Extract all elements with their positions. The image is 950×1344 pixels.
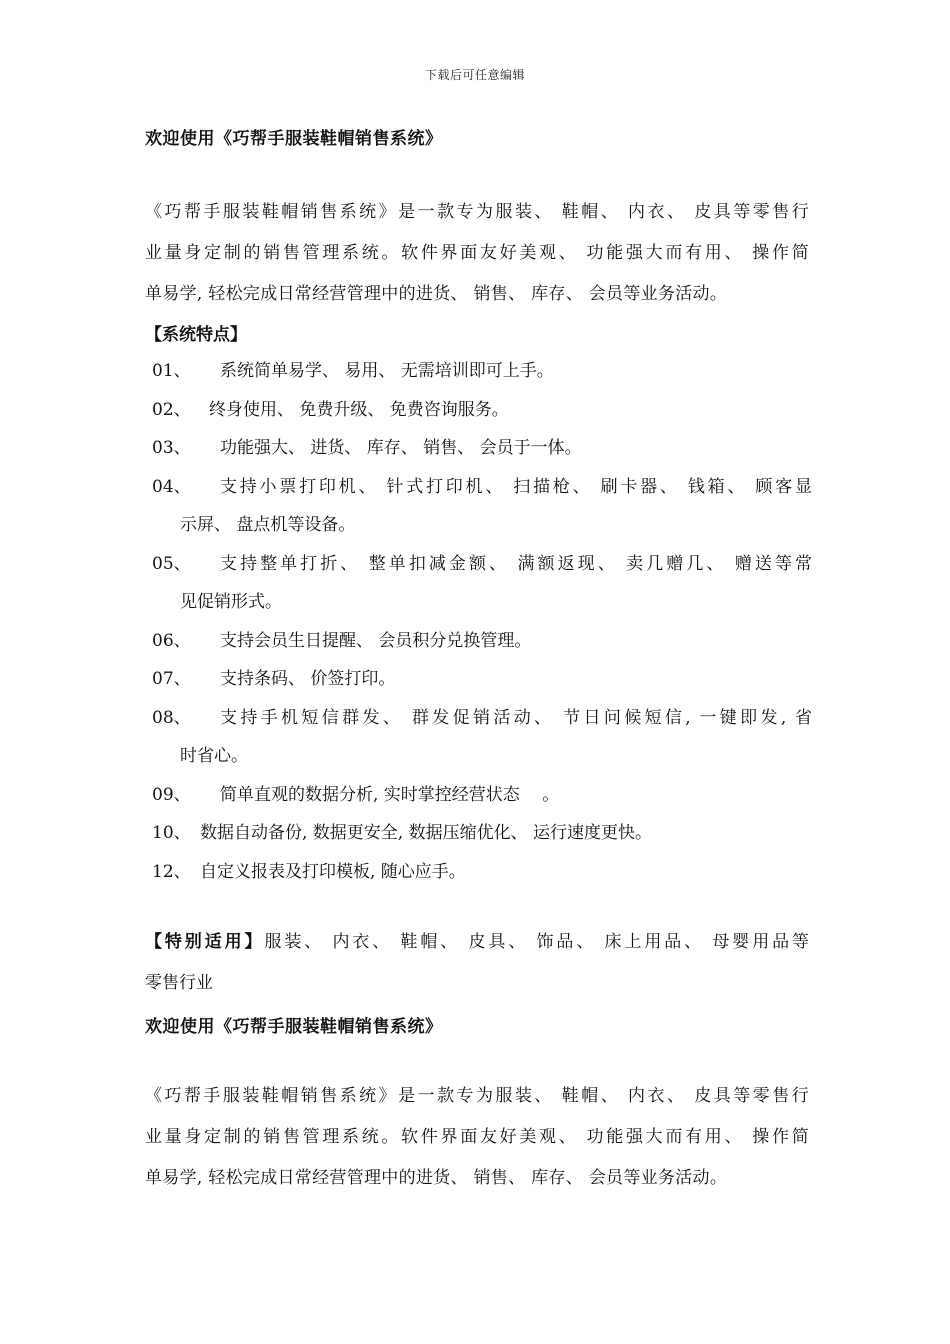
feature-number: 09、 xyxy=(152,784,191,805)
feature-item xyxy=(152,391,812,430)
feature-text: 简单直观的数据分析, 实时掌控经营状态 。 xyxy=(220,784,560,805)
feature-item xyxy=(152,699,812,776)
feature-item xyxy=(152,660,812,699)
intro-line: 业量身定制的销售管理系统。软件界面友好美观、 功能强大而有用、 操作简 xyxy=(145,243,809,263)
section1-intro xyxy=(145,192,809,315)
feature-number: 03、 xyxy=(152,438,191,458)
section2-intro xyxy=(145,1076,809,1199)
feature-number: 05、 xyxy=(152,553,191,574)
feature-text: 功能强大、 进货、 库存、 销售、 会员于一体。 xyxy=(220,438,582,458)
feature-text: 支持条码、 价签打印。 xyxy=(220,669,396,689)
special-text-continued: 零售行业 xyxy=(145,973,213,993)
feature-number: 06、 xyxy=(152,630,191,651)
feature-text: 终身使用、 免费升级、 免费咨询服务。 xyxy=(209,399,509,420)
feature-text-continued: 示屏、 盘点机等设备。 xyxy=(180,515,356,535)
feature-item xyxy=(152,776,812,815)
special-line xyxy=(145,922,809,963)
feature-number: 08、 xyxy=(152,707,191,728)
feature-text-continued: 见促销形式。 xyxy=(180,592,282,612)
feature-text-continued: 时省心。 xyxy=(180,746,248,766)
feature-text: 支持手机短信群发、 群发促销活动、 节日问候短信, 一键即发, 省 xyxy=(220,707,812,728)
intro-line: 《巧帮手服装鞋帽销售系统》是一款专为服装、 鞋帽、 内衣、 皮具等零售行 xyxy=(145,1086,809,1106)
feature-item xyxy=(152,468,812,545)
feature-number: 12、 xyxy=(152,861,191,882)
feature-text: 支持整单打折、 整单扣减金额、 满额返现、 卖几赠几、 赠送等常 xyxy=(220,553,812,574)
features-list xyxy=(152,352,812,891)
feature-number: 01、 xyxy=(152,361,191,381)
feature-text: 系统简单易学、 易用、 无需培训即可上手。 xyxy=(220,361,554,381)
features-title: 【系统特点】 xyxy=(145,325,247,345)
intro-line: 单易学, 轻松完成日常经营管理中的进货、 销售、 库存、 会员等业务活动。 xyxy=(145,284,728,304)
intro-line: 业量身定制的销售管理系统。软件界面友好美观、 功能强大而有用、 操作简 xyxy=(145,1127,809,1147)
feature-item xyxy=(152,429,812,468)
feature-text: 支持小票打印机、 针式打印机、 扫描枪、 刷卡器、 钱箱、 顾客显 xyxy=(220,476,812,497)
special-label: 【特别适用】 xyxy=(145,932,265,952)
feature-text: 数据自动备份, 数据更安全, 数据压缩优化、 运行速度更快。 xyxy=(200,823,653,843)
feature-item xyxy=(152,352,812,391)
section2-title: 欢迎使用《巧帮手服装鞋帽销售系统》 xyxy=(145,1017,443,1037)
feature-number: 10、 xyxy=(152,823,191,843)
feature-number: 02、 xyxy=(152,399,191,420)
special-applicable xyxy=(145,922,809,1004)
feature-text: 支持会员生日提醒、 会员积分兑换管理。 xyxy=(220,630,532,651)
feature-text: 自定义报表及打印模板, 随心应手。 xyxy=(200,861,466,882)
intro-line: 单易学, 轻松完成日常经营管理中的进货、 销售、 库存、 会员等业务活动。 xyxy=(145,1168,728,1188)
feature-number: 07、 xyxy=(152,669,191,689)
intro-line: 《巧帮手服装鞋帽销售系统》是一款专为服装、 鞋帽、 内衣、 皮具等零售行 xyxy=(145,202,809,222)
feature-item xyxy=(152,622,812,661)
page-header: 下载后可任意编辑 xyxy=(424,68,525,82)
feature-number: 04、 xyxy=(152,476,191,497)
feature-item xyxy=(152,814,812,853)
feature-item xyxy=(152,545,812,622)
section1-title: 欢迎使用《巧帮手服装鞋帽销售系统》 xyxy=(145,129,443,149)
special-text: 服装、 内衣、 鞋帽、 皮具、 饰品、 床上用品、 母婴用品等 xyxy=(264,932,810,952)
feature-item xyxy=(152,853,812,892)
